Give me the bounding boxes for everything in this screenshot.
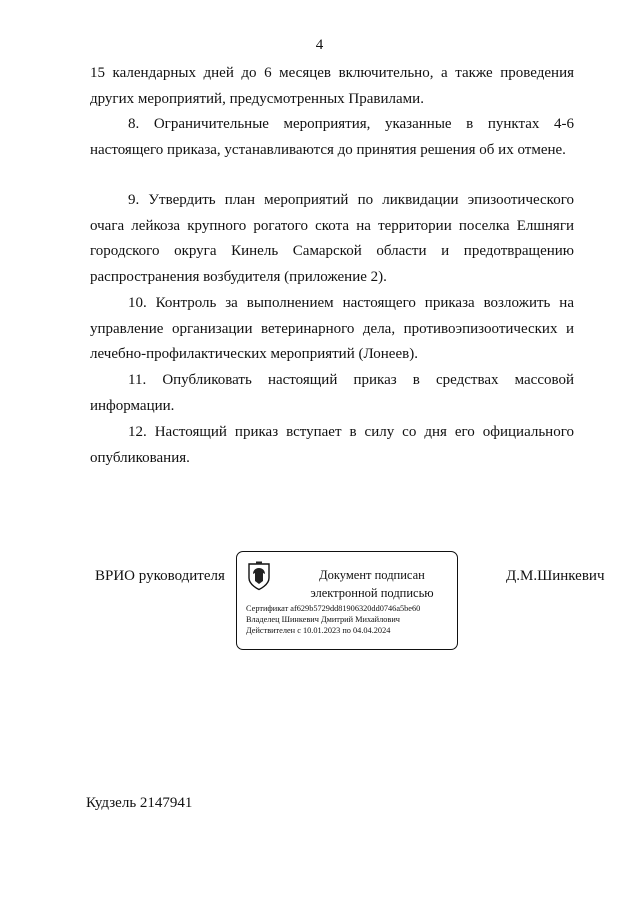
executor-footer: Кудзель 2147941 bbox=[86, 795, 193, 811]
stamp-certificate: Сертификат af629b5729dd81906320dd0746a5be60 bbox=[246, 604, 421, 613]
coat-of-arms-icon bbox=[247, 561, 271, 591]
paragraph-8: 8. Ограничительные мероприятия, указанные в пунктах 4-6 настоящего приказа, устанавливаются до принятия решения об их отмене. bbox=[90, 116, 574, 158]
paragraph-11: 11. Опубликовать настоящий приказ в средствах массовой информации. bbox=[90, 372, 574, 414]
stamp-details bbox=[246, 603, 452, 636]
stamp-owner: Владелец Шинкевич Дмитрий Михайлович bbox=[246, 615, 400, 624]
stamp-title-line2: электронной подписью bbox=[310, 586, 434, 600]
page-number: 4 bbox=[315, 37, 324, 53]
electronic-signature-stamp bbox=[236, 551, 458, 650]
paragraph-9: 9. Утвердить план мероприятий по ликвидации эпизоотического очага лейкоза крупного рогатого скота на территории поселка Елшняги городского округа Кинель Самарской области и предотвращению распространения возбудителя (приложение 2). bbox=[90, 192, 574, 285]
paragraph-continuation: 15 календарных дней до 6 месяцев включительно, а также проведения других мероприятий, предусмотренных Правилами. bbox=[90, 65, 574, 107]
stamp-title-line1: Документ подписан bbox=[319, 568, 425, 582]
stamp-title bbox=[297, 566, 447, 602]
signer-name: Д.М.Шинкевич bbox=[506, 568, 605, 584]
stamp-validity: Действителен с 10.01.2023 по 04.04.2024 bbox=[246, 626, 391, 635]
paragraph-10: 10. Контроль за выполнением настоящего приказа возложить на управление организации ветеринарного дела, противоэпизоотических и лечебно-профилактических мероприятий (Лонеев). bbox=[90, 295, 574, 362]
paragraph-12: 12. Настоящий приказ вступает в силу со дня его официального опубликования. bbox=[90, 424, 574, 466]
signature-position: ВРИО руководителя bbox=[95, 568, 225, 584]
